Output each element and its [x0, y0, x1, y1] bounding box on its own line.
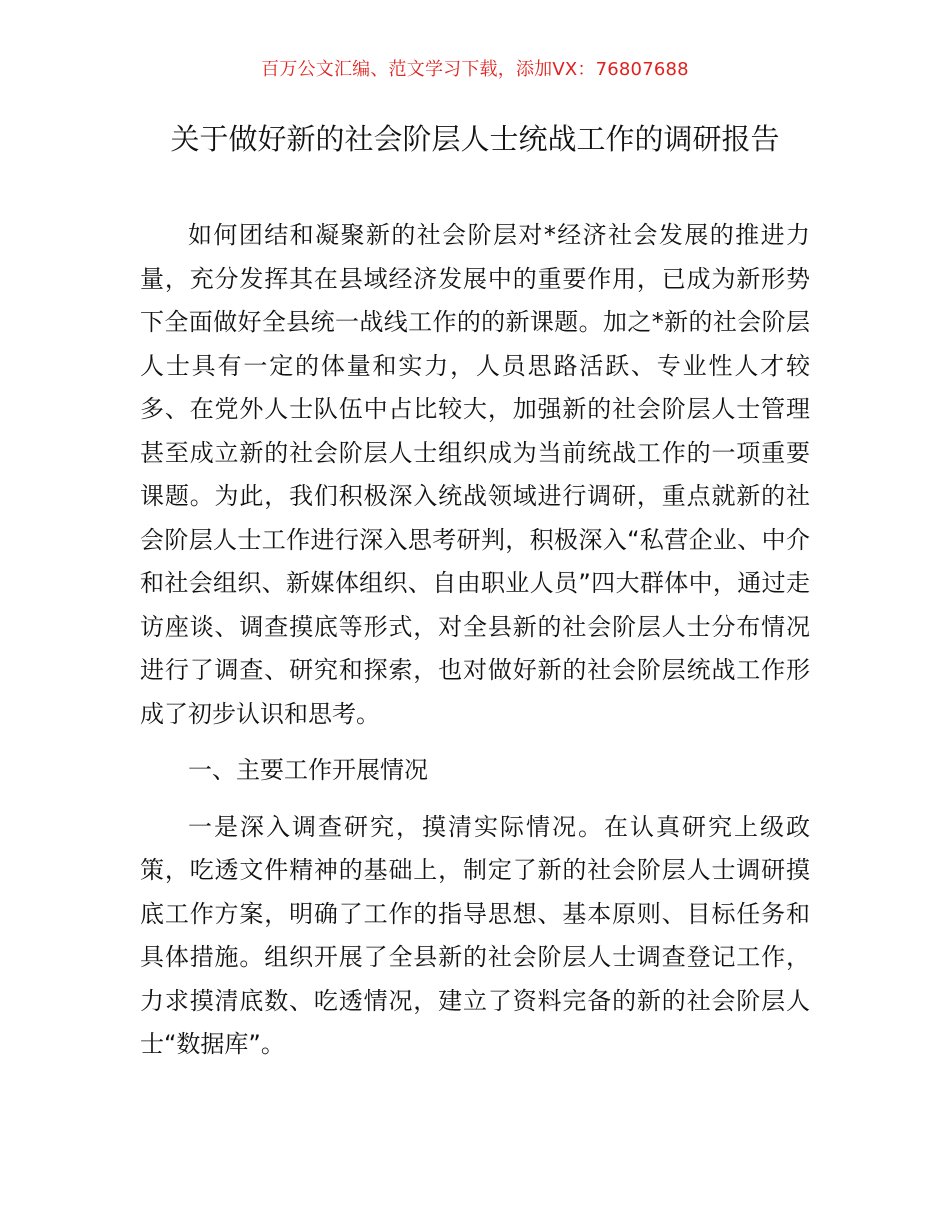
section-heading: 一、主要工作开展情况	[188, 756, 428, 784]
watermark-banner: 百万公文汇编、范文学习下载，添加VX：76807688	[261, 59, 689, 80]
intro-paragraph: 如何团结和凝聚新的社会阶层对*经济社会发展的推进力量，充分发挥其在县域经济发展中的重要作用，已成为新形势下全面做好全县统一战线工作的的新课题。加之*新的社会阶层人士具有一定的体量和实力，人员思路活跃、专业性人才较多、在党外人士队伍中占比较大，加强新的社会阶层人士管理甚至成立新的社会阶层人士组织成为当前统战工作的一项重要课题。为此，我们积极深入统战领域进行调研，重点就新的社会阶层人士工作进行深入思考研判，积极深入“私营企业、中介和社会组织、新媒体组织、自由职业人员”四大群体中，通过走访座谈、调查摸底等形式，对全县新的社会阶层人士分布情况进行了调查、研究和探索，也对做好新的社会阶层统战工作形成了初步认识和思考。	[140, 221, 810, 728]
document-title: 关于做好新的社会阶层人士统战工作的调研报告	[170, 122, 780, 156]
document-body	[140, 214, 810, 1067]
section-paragraph: 一是深入调查研究，摸清实际情况。在认真研究上级政策，吃透文件精神的基础上，制定了新的社会阶层人士调研摸底工作方案，明确了工作的指导思想、基本原则、目标任务和具体措施。组织开展了全县新的社会阶层人士调查登记工作，力求摸清底数、吃透情况，建立了资料完备的新的社会阶层人士“数据库”。	[140, 812, 810, 1058]
